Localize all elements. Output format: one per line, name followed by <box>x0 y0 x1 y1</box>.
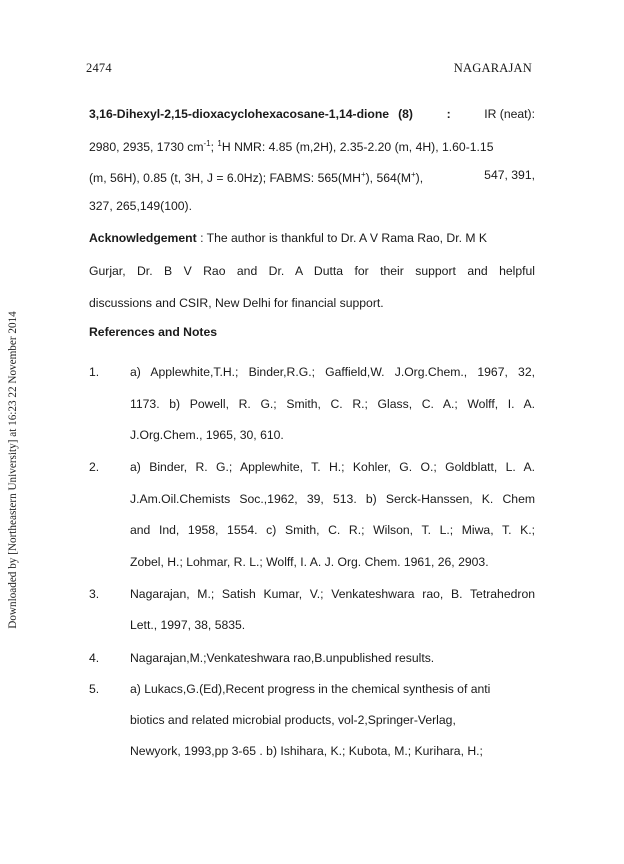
superscript: -1 <box>203 139 211 148</box>
ref-2-line-3: and Ind, 1958, 1554. c) Smith, C. R.; Wilson, T. L.; Miwa, T. K.; <box>130 523 535 537</box>
ref-2-line-2: J.Am.Oil.Chemists Soc.,1962, 39, 513. b) Serck-Hanssen, K. Chem <box>130 492 535 506</box>
page-header <box>86 61 532 76</box>
nmr-values: H NMR: 4.85 (m,2H), 2.35-2.20 (m, 4H), 1.60-1.15 <box>221 140 494 155</box>
ir-label: IR (neat): <box>484 107 535 121</box>
ref-2-line-1: a) Binder, R. G.; Applewhite, T. H.; Kohler, G. O.; Goldblatt, L. A. <box>130 460 535 474</box>
compound-line-4: 327, 265,149(100). <box>89 199 192 213</box>
superscript: + <box>360 170 366 179</box>
ack-text-1: : The author is thankful to Dr. A V Rama Rao, Dr. M K <box>196 231 488 245</box>
ack-line-2: Gurjar, Dr. B V Rao and Dr. A Dutta for their support and helpful <box>89 264 535 278</box>
page-number: 2474 <box>86 61 112 75</box>
separator: ; <box>210 140 218 155</box>
ref-number-3: 3. <box>89 587 100 601</box>
ref-3-line-1: Nagarajan, M.; Satish Kumar, V.; Venkateshwara rao, B. Tetrahedron <box>130 587 535 601</box>
ref-2-line-4: Zobel, H.; Lohmar, R. L.; Wolff, I. A. J. Org. Chem. 1961, 26, 2903. <box>130 555 489 569</box>
ref-1-line-3: J.Org.Chem., 1965, 30, 610. <box>130 428 284 442</box>
compound-colon: : <box>446 107 451 121</box>
superscript: + <box>411 170 416 179</box>
ref-5-line-2: biotics and related microbial products, vol-2,Springer-Verlag, <box>130 713 456 727</box>
download-watermark <box>6 250 20 690</box>
download-notice: Downloaded by [Northeastern University] at 16:23 22 November 2014 <box>7 311 19 629</box>
fabms-values-end: ), <box>415 171 424 186</box>
ref-1-line-2: 1173. b) Powell, R. G.; Smith, C. R.; Glass, C. A.; Wolff, I. A. <box>130 397 535 411</box>
compound-number: (8) <box>398 107 413 121</box>
ref-number-5: 5. <box>89 682 100 696</box>
compound-line-2 <box>89 137 493 154</box>
compound-name: 3,16-Dihexyl-2,15-dioxacyclohexacosane-1,14-dione <box>89 107 390 121</box>
ref-number-1: 1. <box>89 365 100 379</box>
superscript: 1 <box>217 139 222 148</box>
fabms-values-tail: 547, 391, <box>484 168 535 182</box>
ref-number-2: 2. <box>89 460 100 474</box>
ref-5-line-3: Newyork, 1993,pp 3-65 . b) Ishihara, K.; Kubota, M.; Kurihara, H.; <box>130 744 483 758</box>
ref-number-4: 4. <box>89 651 100 665</box>
ref-1-line-1: a) Applewhite,T.H.; Binder,R.G.; Gaffield,W. J.Org.Chem., 1967, 32, <box>130 365 535 379</box>
ref-5-line-1: a) Lukacs,G.(Ed),Recent progress in the chemical synthesis of anti <box>130 682 491 696</box>
ack-heading: Acknowledgement <box>89 231 197 245</box>
nmr-values-cont: (m, 56H), 0.85 (t, 3H, J = 6.0Hz); FABMS: 565(MH <box>89 171 361 186</box>
compound-line-1 <box>89 107 535 121</box>
running-head: NAGARAJAN <box>453 61 532 75</box>
references-heading: References and Notes <box>89 325 218 339</box>
ir-values: 2980, 2935, 1730 cm <box>89 140 204 155</box>
ref-3-line-2: Lett., 1997, 38, 5835. <box>130 618 246 632</box>
ref-4-line-1: Nagarajan,M.;Venkateshwara rao,B.unpublished results. <box>130 651 435 665</box>
compound-line-3 <box>89 168 535 185</box>
ack-line-1 <box>89 231 487 245</box>
ack-line-3: discussions and CSIR, New Delhi for financial support. <box>89 296 384 310</box>
fabms-values: ), 564(M <box>365 171 411 186</box>
